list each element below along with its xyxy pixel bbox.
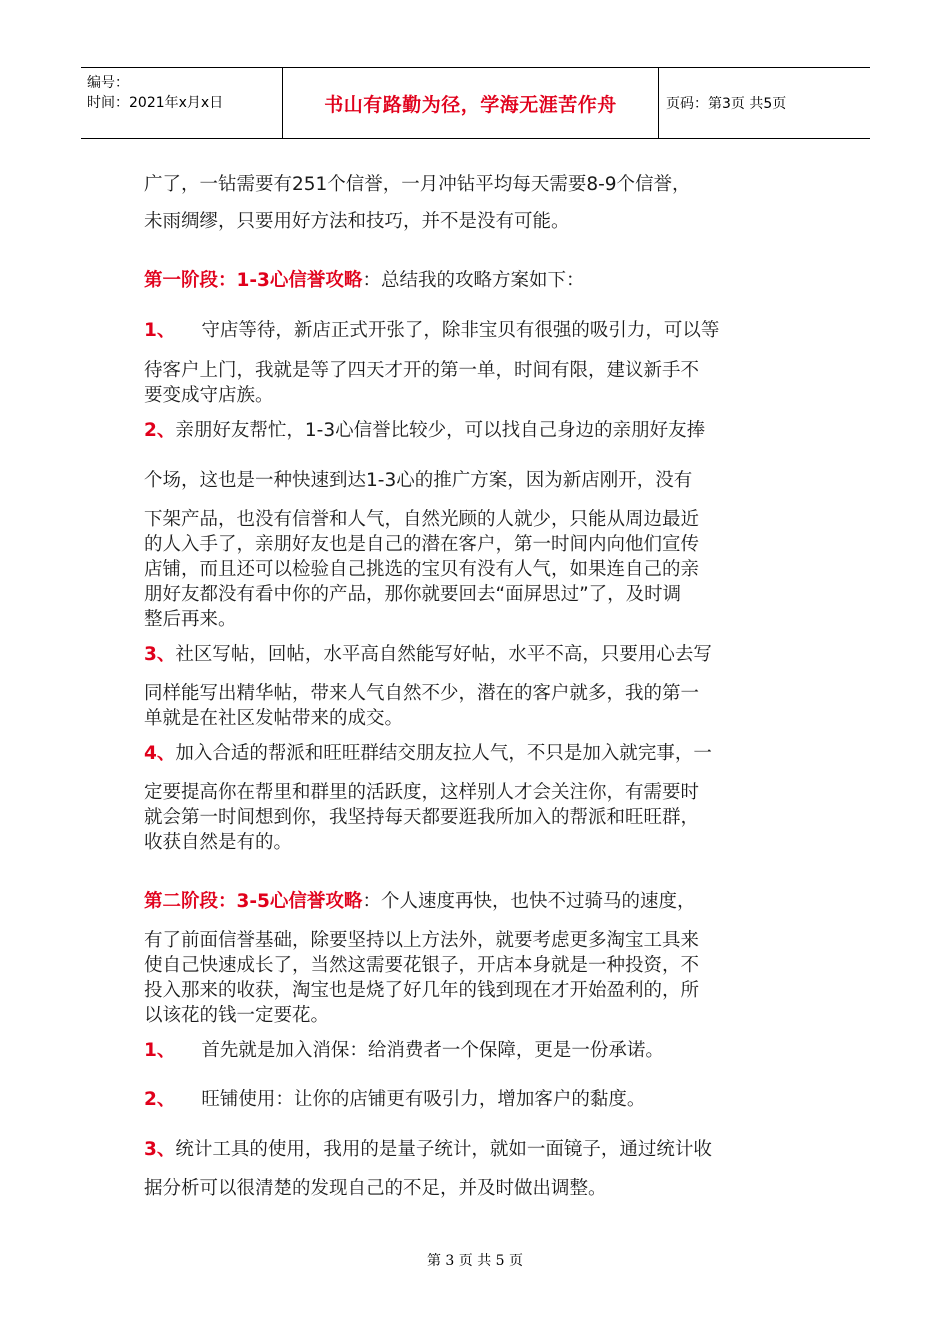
stage1-title: 第一阶段：1-3心信誉攻略 [144, 270, 363, 291]
item-number: 2、 [144, 420, 176, 441]
header-motto: 书山有路勤为径，学海无涯苦作舟 [324, 93, 617, 116]
item-text: 统计工具的使用，我用的是量子统计，就如一面镜子，通过统计收 [175, 1139, 712, 1160]
list-item [144, 418, 814, 443]
stage2-text-line: 以该花的钱一定要花。 [144, 1005, 330, 1026]
header-page-cell [658, 68, 870, 138]
stage2-subtitle: ：个人速度再快，也快不过骑马的速度， [362, 891, 696, 912]
item-number: 1、 [144, 320, 176, 341]
stage1-heading [144, 268, 814, 293]
item-text-line: 整后再来。 [144, 609, 237, 630]
stage2-text-line: 投入那来的收获，淘宝也是烧了好几年的钱到现在才开始盈利的，所 [144, 980, 700, 1001]
document-date-label: 时间：2021年x月x日 [87, 95, 224, 111]
stage2-heading [144, 889, 814, 914]
item-text: 亲朋好友帮忙，1-3心信誉比较少，可以找自己身边的亲朋好友捧 [175, 420, 706, 441]
list-item [144, 741, 814, 766]
header-meta [81, 68, 281, 138]
item-number: 4、 [144, 743, 176, 764]
header-motto-cell [282, 68, 659, 138]
list-item [144, 1038, 814, 1063]
intro-line: 广了，一钻需要有251个信誉，一月冲钻平均每天需要8-9个信誉， [144, 174, 691, 195]
list-item [144, 642, 814, 667]
item-text-line: 的人入手了，亲朋好友也是自己的潜在客户，第一时间内向他们宣传 [144, 534, 700, 555]
stage2-text-line: 使自己快速成长了，当然这需要花银子，开店本身就是一种投资，不 [144, 955, 700, 976]
intro-line: 未雨绸缪，只要用好方法和技巧，并不是没有可能。 [144, 211, 570, 232]
item-text: 社区写帖，回帖，水平高自然能写好帖，水平不高，只要用心去写 [175, 644, 712, 665]
item-text-line: 单就是在社区发帖带来的成交。 [144, 708, 404, 729]
item-number: 2、 [144, 1089, 176, 1110]
page-header [81, 67, 870, 139]
list-item [144, 1137, 814, 1162]
item-text-line: 定要提高你在帮里和群里的活跃度，这样别人才会关注你，有需要时 [144, 782, 700, 803]
item-text: 守店等待，新店正式开张了，除非宝贝有很强的吸引力，可以等 [201, 320, 720, 341]
list-item [144, 1087, 814, 1112]
stage2-title: 第二阶段：3-5心信誉攻略 [144, 891, 363, 912]
item-text-line: 同样能写出精华帖，带来人气自然不少，潜在的客户就多，我的第一 [144, 683, 700, 704]
item-text: 旺铺使用：让你的店铺更有吸引力，增加客户的黏度。 [201, 1089, 646, 1110]
item-number: 1、 [144, 1040, 176, 1061]
item-text: 加入合适的帮派和旺旺群结交朋友拉人气，不只是加入就完事，一 [175, 743, 712, 764]
stage2-text-line: 有了前面信誉基础，除要坚持以上方法外，就要考虑更多淘宝工具来 [144, 930, 700, 951]
item-text-line: 据分析可以很清楚的发现自己的不足，并及时做出调整。 [144, 1178, 607, 1199]
stage1-subtitle: ：总结我的攻略方案如下： [362, 270, 585, 291]
header-page-number: 页码：第3页 共5页 [666, 96, 787, 112]
page-footer: 第 3 页 共 5 页 [426, 1253, 524, 1269]
item-number: 3、 [144, 1139, 176, 1160]
item-text-line: 店铺，而且还可以检验自己挑选的宝贝有没有人气，如果连自己的亲 [144, 559, 700, 580]
item-text-line: 个场，这也是一种快速到达1-3心的推广方案，因为新店刚开，没有 [144, 470, 693, 491]
item-text-line: 要变成守店族。 [144, 385, 274, 406]
item-text: 首先就是加入消保：给消费者一个保障，更是一份承诺。 [201, 1040, 664, 1061]
item-text-line: 待客户上门，我就是等了四天才开的第一单，时间有限，建议新手不 [144, 360, 700, 381]
item-text-line: 下架产品，也没有信誉和人气，自然光顾的人就少，只能从周边最近 [144, 509, 700, 530]
item-text-line: 收获自然是有的。 [144, 832, 293, 853]
list-item [144, 318, 814, 343]
item-text-line: 就会第一时间想到你，我坚持每天都要逛我所加入的帮派和旺旺群， [144, 807, 700, 828]
item-number: 3、 [144, 644, 176, 665]
item-text-line: 朋好友都没有看中你的产品，那你就要回去“面屏思过”了，及时调 [144, 584, 682, 605]
document-number-label: 编号： [87, 75, 129, 91]
